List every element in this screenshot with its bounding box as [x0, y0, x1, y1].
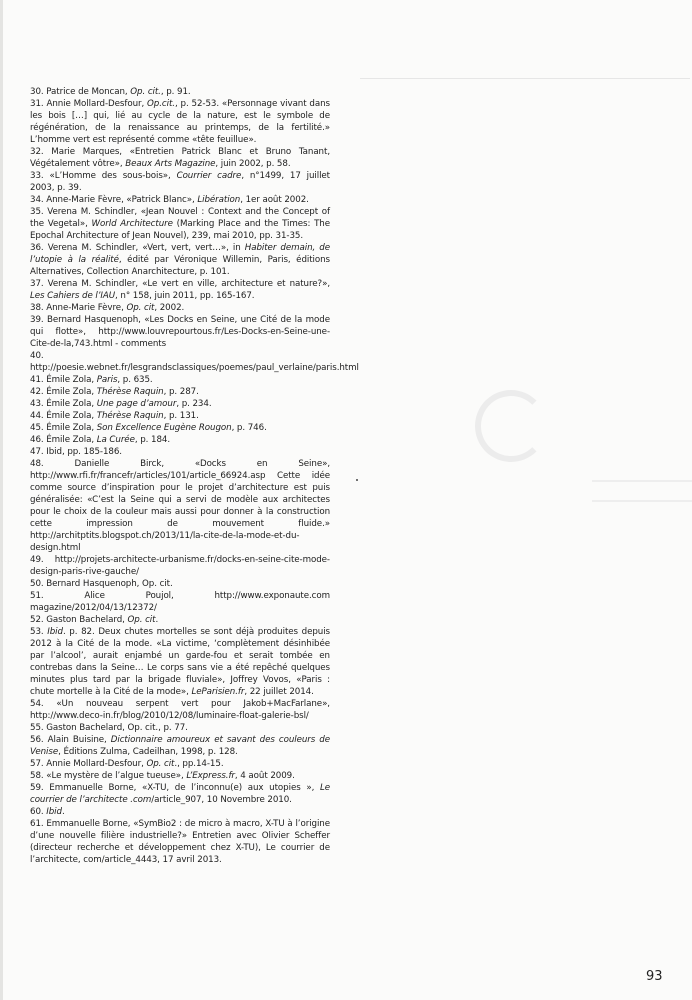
endnote-number: 44. — [30, 411, 44, 421]
endnote-text: http://projets-architecte-urbanisme.fr/docks-en-seine-cite-mode-design-paris-rive-gauche/ — [30, 555, 330, 577]
endnote-number: 45. — [30, 423, 44, 433]
endnote — [30, 806, 330, 818]
endnote — [30, 818, 330, 866]
endnote-number: 32. — [30, 147, 44, 157]
endnote-text: Emmanuelle Borne, «X-TU, de l’inconnu(e) aux utopies », — [49, 783, 320, 793]
endnote — [30, 590, 330, 614]
endnote — [30, 146, 330, 170]
endnote-number: 43. — [30, 399, 44, 409]
endnote — [30, 614, 330, 626]
endnote-italic-text: Ibid — [47, 627, 63, 637]
bleed-title-area — [360, 78, 690, 159]
endnote-italic-text: La Curée — [96, 435, 135, 445]
endnote — [30, 722, 330, 734]
endnote — [30, 458, 330, 554]
endnote-number: 42. — [30, 387, 44, 397]
endnote-italic-text: Dictionnaire amoureux et savant des couleurs de Venise — [30, 735, 330, 757]
endnote — [30, 86, 330, 98]
endnote-number: 34. — [30, 195, 44, 205]
endnote-text: Marie Marques, «Entretien Patrick Blanc et Bruno Tanant, Végétalement vôtre», — [30, 147, 330, 169]
endnote-text: , édité par Véronique Willemin, Paris, éditions Alternatives, Collection Anarchitecture, p. 101. — [30, 255, 330, 277]
endnote-italic-text: Son Excellence Eugène Rougon — [96, 423, 232, 433]
endnote — [30, 734, 330, 758]
endnote-italic-text: Op.cit. — [147, 99, 175, 109]
endnote-number: 50. — [30, 579, 44, 589]
bleed-circle-mark — [475, 390, 547, 462]
endnote — [30, 434, 330, 446]
endnote — [30, 170, 330, 194]
endnote-text: Verena M. Schindler, «Le vert en ville, architecture et nature?», — [47, 279, 330, 289]
endnote-text: Émile Zola, — [46, 375, 97, 385]
endnote-number: 30. — [30, 87, 44, 97]
bleed-rule — [592, 480, 692, 482]
endnote-text: , n°1499, 17 juillet 2003, p. 39. — [30, 171, 331, 193]
endnote-italic-text: Op. cit — [146, 759, 175, 769]
endnote-italic-text: World Architecture — [91, 219, 173, 229]
endnote-italic-text: Beaux Arts Magazine — [125, 159, 216, 169]
endnote-number: 47. — [30, 447, 44, 457]
endnote-text: , 2002. — [154, 303, 185, 313]
endnote-number: 41. — [30, 375, 44, 385]
endnote-italic-text: Op. cit — [126, 303, 155, 313]
endnotes-column — [30, 86, 359, 866]
endnote-text: Annie Mollard-Desfour, — [46, 99, 148, 109]
endnote-text: , p. 746. — [231, 423, 267, 433]
endnote-number: 38. — [30, 303, 44, 313]
endnote-text: . — [155, 615, 159, 625]
endnote-text: Gaston Bachelard, Op. cit., p. 77. — [46, 723, 188, 733]
endnote-text: , 4 août 2009. — [234, 771, 295, 781]
endnote-italic-text: Courrier cadre — [176, 171, 242, 181]
endnote-number: 56. — [30, 735, 44, 745]
endnote-text: Alain Buisine, — [47, 735, 111, 745]
endnote-text: (Marking Place and the Times: The Epochal Architecture of Jean Nouvel), 239, mai 2010, pp. 31-35. — [30, 219, 331, 241]
endnote-number: 37. — [30, 279, 44, 289]
endnote-text: Danielle Birck, «Docks en Seine», http://www.rfi.fr/francefr/articles/101/article_66924.asp Cette idée comme source d’inspiration pour le projet d’architecture est puis généralisée: «C’est la Seine qui a servi de modèle aux architectes pour le choix de la couleur mais aussi pour donner à la construction cette impression de mouvement fluide.» http://architptits.blogspot.ch/2013/11/la-cite-de-la-mode-et-du-design.html — [30, 459, 331, 553]
endnote — [30, 302, 330, 314]
endnote-number: 53. — [30, 627, 44, 637]
endnote-text: . p. 82. Deux chutes mortelles se sont déjà produites depuis 2012 à la Cité de la mode. «La victime, ‘complètement désinhibée par l’alcool’, aurait enjambé un garde-fou et serait tombée en contrebas dans la Seine… Le corps sans vie a été repêché quelques minutes plus tard par la brigade fluviale», Joffrey Vovos, «Paris : chute mortelle à la Cité de la mode», — [30, 627, 330, 697]
endnote-text: /article_907, 10 Novembre 2010. — [151, 795, 292, 805]
endnote-text: Emmanuelle Borne, «SymBio2 : de micro à macro, X-TU à l’origine d’une nouvelle filière industrielle?» Entretien avec Olivier Scheffer (directeur recherche et développement chez X-TU), Le courrier de l’architecte, com/article_4443, 17 avril 2013. — [30, 819, 330, 865]
endnote-number: 52. — [30, 615, 44, 625]
endnote-text: . — [61, 807, 65, 817]
endnote-text: «L’Homme des sous-bois», — [49, 171, 177, 181]
page-number: 93 — [646, 969, 663, 984]
endnote-number: 33. — [30, 171, 44, 181]
endnote-text: , p. 131. — [163, 411, 199, 421]
endnote-number: 36. — [30, 243, 44, 253]
endnote-text: Anne-Marie Fèvre, «Patrick Blanc», — [46, 195, 198, 205]
endnote — [30, 770, 330, 782]
endnote-text: Verena M. Schindler, «Vert, vert, vert…», in — [47, 243, 245, 253]
endnote-number: 61. — [30, 819, 44, 829]
endnote — [30, 422, 330, 434]
endnote-italic-text: Thérèse Raquin — [96, 387, 164, 397]
endnote — [30, 626, 330, 698]
endnote-text: Alice Poujol, http://www.exponaute.com magazine/2012/04/13/12372/ — [30, 591, 330, 613]
endnote-text: «Un nouveau serpent vert pour Jakob+MacFarlane», http://www.deco-in.fr/blog/2010/12/08/luminaire-float-galerie-bsl/ — [30, 699, 330, 721]
endnote — [30, 446, 330, 458]
stray-dot — [356, 479, 358, 481]
endnote-italic-text: Le courrier de l’architecte .com — [30, 783, 330, 805]
page-edge — [0, 0, 3, 1000]
endnote-text: Gaston Bachelard, — [46, 615, 128, 625]
endnote-italic-text: Les Cahiers de l’IAU — [30, 291, 116, 301]
endnote-text: Anne-Marie Fèvre, — [46, 303, 127, 313]
endnote-text: Émile Zola, — [46, 411, 97, 421]
endnote-text: Ibid, pp. 185-186. — [46, 447, 122, 457]
endnote-text: , p. 234. — [176, 399, 212, 409]
endnote-text: Émile Zola, — [46, 423, 97, 433]
endnote — [30, 554, 330, 578]
endnote — [30, 194, 330, 206]
endnote-number: 40. — [30, 351, 44, 361]
endnote-text: , Éditions Zulma, Cadeilhan, 1998, p. 128. — [58, 747, 238, 757]
endnote-italic-text: L’Express.fr — [186, 771, 235, 781]
endnote-text: Patrice de Moncan, — [46, 87, 131, 97]
endnote — [30, 314, 330, 350]
endnote-number: 46. — [30, 435, 44, 445]
endnote-italic-text: Op. cit — [127, 615, 156, 625]
endnote-italic-text: Op. cit. — [130, 87, 161, 97]
endnote — [30, 98, 330, 146]
endnote-number: 35. — [30, 207, 44, 217]
endnote — [30, 278, 330, 302]
endnote — [30, 410, 330, 422]
endnote-number: 48. — [30, 459, 44, 469]
endnote-number: 51. — [30, 591, 44, 601]
endnote-italic-text: Libération — [197, 195, 241, 205]
endnote-number: 57. — [30, 759, 44, 769]
endnote — [30, 698, 330, 722]
endnote-number: 49. — [30, 555, 44, 565]
endnote-number: 39. — [30, 315, 44, 325]
endnote-text: , p. 287. — [163, 387, 199, 397]
endnote-number: 59. — [30, 783, 44, 793]
endnote-number: 60. — [30, 807, 44, 817]
endnote — [30, 398, 330, 410]
endnote — [30, 374, 330, 386]
endnote — [30, 758, 330, 770]
reverse-page-bleed-through — [355, 60, 692, 620]
endnote-text: , 22 juillet 2014. — [244, 687, 314, 697]
endnote-number: 55. — [30, 723, 44, 733]
endnote-italic-text: Habiter demain, de l’utopie à la réalité — [30, 243, 331, 265]
endnote-text: Émile Zola, — [46, 387, 97, 397]
endnote-text: , p. 184. — [134, 435, 171, 445]
endnote-italic-text: LeParisien.fr — [191, 687, 245, 697]
endnote-text: Émile Zola, — [46, 435, 97, 445]
endnote-number: 54. — [30, 699, 44, 709]
endnote-number: 31. — [30, 99, 44, 109]
endnote-text: , n° 158, juin 2011, pp. 165-167. — [115, 291, 255, 301]
endnote-italic-text: Paris — [96, 375, 118, 385]
endnote — [30, 578, 330, 590]
endnote-number: 58. — [30, 771, 44, 781]
endnote-text: Annie Mollard-Desfour, — [46, 759, 147, 769]
endnote — [30, 206, 330, 242]
endnote-text: , p. 91. — [160, 87, 191, 97]
endnote-text: , juin 2002, p. 58. — [215, 159, 291, 169]
endnote — [30, 242, 330, 278]
endnote — [30, 386, 330, 398]
bleed-rule — [592, 500, 692, 502]
endnote-text: ., pp.14-15. — [174, 759, 224, 769]
endnote-text: , p. 52-53. «Personnage vivant dans les bois […] qui, lié au cycle de la nature, est le symbole de régénération, de la renaissance au printemps, de la fertilité.» L’homme vert est représenté comme «tête feuillue». — [30, 99, 330, 145]
endnote-italic-text: Thérèse Raquin — [96, 411, 164, 421]
endnote — [30, 350, 359, 374]
endnote-text: «Le mystère de l’algue tueuse», — [46, 771, 187, 781]
endnote — [30, 782, 330, 806]
endnote-text: Émile Zola, — [46, 399, 97, 409]
endnote-text: Bernard Hasquenoph, «Les Docks en Seine, une Cité de la mode qui flotte», http://www.louvrepourtous.fr/Les-Docks-en-Seine-une-Cite-de-la,743.html - comments — [30, 315, 330, 349]
endnote-text: Bernard Hasquenoph, Op. cit. — [46, 579, 173, 589]
endnote-text: Verena M. Schindler, «Jean Nouvel : Context and the Concept of the Vegetal», — [30, 207, 330, 229]
endnote-text: , 1er août 2002. — [240, 195, 309, 205]
endnote-text: , p. 635. — [117, 375, 153, 385]
endnote-text: http://poesie.webnet.fr/lesgrandsclassiques/poemes/paul_verlaine/paris.html — [30, 363, 359, 373]
endnote-italic-text: Ibid — [46, 807, 62, 817]
endnote-italic-text: Une page d’amour — [96, 399, 177, 409]
